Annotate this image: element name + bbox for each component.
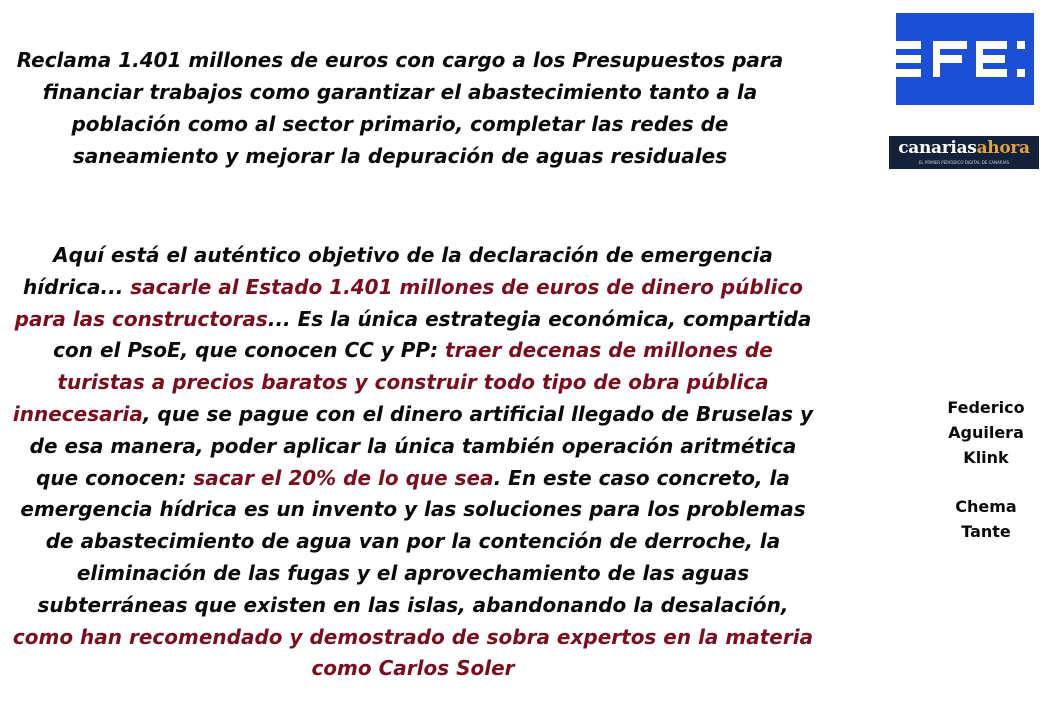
body-segment: . En este caso concreto, la emergencia hídrica es un invento y las soluciones para los problemas de abastecimiento de agua van por la contención de derroche, la eliminación de las fugas y el aprovechamiento de las aguas subterráneas que existen en las islas, abandonando la desalación, bbox=[20, 465, 806, 617]
body-segment: Aquí está el auténtico objetivo de la declaración de emergencia hídrica... bbox=[23, 243, 773, 299]
body-segment: , que se pague con el dinero artificial llegado de Bruselas y de esa manera, poder aplicar la única también operación aritmética que conocen: bbox=[29, 401, 814, 490]
author-second-line: Tante bbox=[961, 521, 1011, 541]
body-segment-highlight: traer decenas de millones de turistas a precios baratos y construir todo tipo de obra pública innecesaria bbox=[12, 338, 773, 426]
efe-logo-text bbox=[1034, 13, 1035, 14]
headline: Reclama 1.401 millones de euros con cargo a los Presupuestos para financiar trabajos como garantizar el abastecimiento tanto a la población como al sector primario, completar las redes de saneamiento y mejorar la depuración de aguas residuales bbox=[16, 48, 784, 168]
body-segment-highlight: sacar el 20% de lo que sea bbox=[193, 465, 494, 490]
body-segment-highlight: sacarle al Estado 1.401 millones de euros de dinero público para las constructoras bbox=[14, 274, 803, 331]
author-first-line: Aguilera bbox=[948, 422, 1024, 442]
canariasahora-tagline: EL PRIMER PERIÓDICO DIGITAL DE CANARIAS bbox=[918, 160, 1010, 165]
author-second-line: Chema bbox=[955, 497, 1017, 517]
body-text bbox=[10, 240, 816, 685]
author-gap bbox=[930, 470, 1042, 495]
author-first-line: Federico bbox=[947, 398, 1025, 417]
canariasahora-wordmark bbox=[889, 137, 1039, 159]
body-segment: ... Es la única estrategia económica, compartida con el PsoE, que conocen CC y PP: bbox=[53, 306, 812, 363]
authors bbox=[930, 396, 1042, 545]
author-first-line: Klink bbox=[963, 447, 1009, 467]
efe-logo-mark bbox=[896, 13, 1034, 105]
canariasahora-logo bbox=[889, 136, 1039, 169]
canariasahora-word-b: ahora bbox=[976, 138, 1030, 158]
efe-logo bbox=[896, 13, 1034, 105]
canariasahora-word-a: canarias bbox=[898, 138, 977, 158]
body-segment-highlight: como han recomendado y demostrado de sobra expertos en la materia como Carlos Soler bbox=[12, 624, 814, 681]
